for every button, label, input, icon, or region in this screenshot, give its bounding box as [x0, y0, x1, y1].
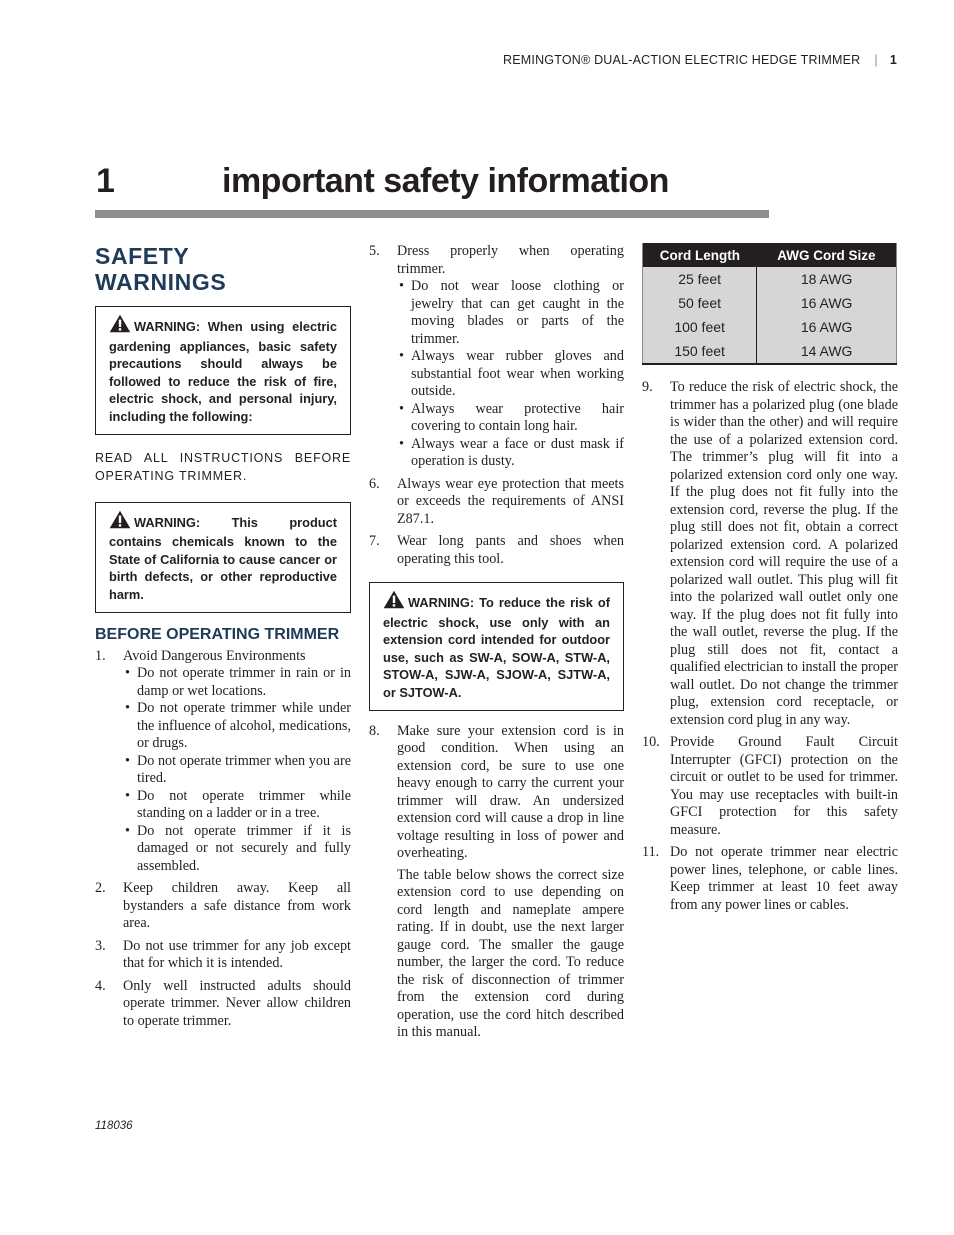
item-text: Do not operate trimmer near electric power lines, telephone, or cable lines. Keep trimmer at least 10 feet away from any power lines or cables. [670, 844, 898, 913]
bullet: • [399, 278, 404, 294]
sub-list [397, 278, 624, 471]
column-1 [95, 243, 351, 1035]
bullet: • [125, 700, 130, 717]
table-row [643, 291, 897, 315]
bullet-text: Always wear a face or dust mask if operation is dusty. [411, 435, 624, 469]
item-paragraph: The table below shows the correct size extension cord to use depending on cord length and nameplate ampere rating. If in doubt, use the next larger gauge cord. The smaller the gauge number, the larger the cord. To reduce the risk of disconnection of trimmer from the extension cord during operation, use the cord hitch described in this manual. [397, 866, 624, 1041]
item-text: Provide Ground Fault Circuit Interrupter (GFCI) protection on the circuit or outlet to be used for trimmer. You may use receptacles with built-in GFCI protection for this safety measure. [670, 734, 898, 838]
table-cell: 150 feet [643, 339, 757, 364]
before-operating-list-part2 [369, 243, 624, 568]
running-header [503, 53, 897, 67]
bullet-text: Do not operate trimmer while under the influence of alcohol, medications, or drugs. [137, 700, 351, 752]
table-row [643, 267, 897, 291]
item-number: 7. [369, 533, 380, 549]
warning-triangle-icon [109, 510, 131, 534]
list-item [369, 243, 624, 471]
list-item [642, 734, 898, 839]
table-cell: 16 AWG [757, 291, 897, 315]
table-cell: 14 AWG [757, 339, 897, 364]
bullet: • [399, 348, 404, 364]
sub-list-item [125, 665, 351, 700]
bullet-text: Do not operate trimmer while standing on a ladder or in a tree. [137, 787, 351, 822]
item-number: 8. [369, 722, 380, 739]
before-operating-list-part3 [369, 723, 624, 1042]
list-item [369, 533, 624, 568]
bullet: • [399, 435, 404, 452]
before-operating-list-part1 [95, 648, 351, 1031]
cord-size-table [642, 243, 897, 365]
warning-box-general [95, 306, 351, 435]
table-cell: 50 feet [643, 291, 757, 315]
table-cell: 25 feet [643, 267, 757, 291]
sub-list [123, 665, 351, 875]
running-title: REMINGTON® DUAL-ACTION ELECTRIC HEDGE TRIMMER [503, 53, 861, 67]
item-number: 11. [642, 844, 660, 860]
column-header: Cord Length [643, 243, 757, 267]
header-separator: | [874, 53, 878, 67]
list-item [95, 978, 351, 1031]
sub-list-item [399, 435, 624, 471]
item-number: 6. [369, 475, 380, 492]
warning-text-general: WARNING: When using electric gardening appliances, basic safety precautions should always be followed to reduce the risk of fire, electric shock, and personal injury, including the following: [109, 319, 337, 424]
warning-triangle-icon [109, 314, 131, 338]
before-operating-heading: BEFORE OPERATING TRIMMER [95, 625, 340, 643]
document-number: 118036 [95, 1120, 133, 1132]
read-all-notice: READ ALL INSTRUCTIONS BEFORE OPERATING TRIMMER. [95, 450, 351, 483]
sub-list-item [125, 787, 351, 823]
heading-line-1: SAFETY [95, 243, 190, 269]
warning-text-california: WARNING: This product contains chemicals known to the State of California to cause cancer or birth defects, or other reproductive harm. [109, 514, 337, 602]
list-item [642, 844, 898, 914]
table-row [643, 339, 897, 364]
sub-list-item [125, 752, 351, 788]
bullet-text: Always wear protective hair covering to contain long hair. [411, 400, 624, 434]
list-item [95, 648, 351, 876]
list-item [642, 379, 898, 729]
bullet: • [125, 665, 130, 682]
item-text: To reduce the risk of electric shock, the trimmer has a polarized plug (one blade is wider than the other) and will require the use of a polarized extension cord. The trimmer’s plug will fit into a polarized extension cord only one way. If the plug does not fit fully into the extension cord, reverse the plug. If the plug still does not fit, obtain a correct polarized extension cord. A polarized extension cord will require the use of a polarized wall outlet. This plug will fit into the polarized wall outlet only one way. If the plug does not fit fully into the wall outlet, reverse the plug. If the plug still does not fit, contact a qualified electrician to install the proper wall outlet. Do not change the trimmer plug, extension cord receptacle, or extension cord plug in any way. [670, 379, 898, 728]
safety-warnings-heading [95, 243, 351, 295]
sub-list-item [399, 278, 624, 348]
sub-list-item [125, 822, 351, 876]
page-number: 1 [889, 53, 897, 67]
column-3 [642, 243, 898, 919]
bullet: • [399, 400, 404, 417]
chapter-rule [95, 210, 769, 218]
table-row [643, 315, 897, 339]
column-header: AWG Cord Size [757, 243, 897, 267]
warning-triangle-icon [383, 590, 405, 614]
list-item [95, 938, 351, 973]
item-number: 5. [369, 243, 380, 259]
item-text: Only well instructed adults should operate trimmer. Never allow children to operate trimmer. [123, 977, 351, 1029]
item-text: Avoid Dangerous Environments [123, 647, 306, 664]
item-text: Always wear eye protection that meets or exceeds the requirements of ANSI Z87.1. [397, 475, 624, 527]
item-text: Dress properly when operating trimmer. [397, 243, 624, 277]
list-item [95, 880, 351, 933]
table-cell: 16 AWG [757, 315, 897, 339]
item-number: 4. [95, 977, 106, 994]
table-cell: 18 AWG [757, 267, 897, 291]
warning-box-california [95, 502, 351, 613]
sub-list-item [399, 348, 624, 401]
list-item [369, 723, 624, 1042]
bullet-text: Do not wear loose clothing or jewelry that can get caught in the moving blades or parts of the trimmer. [411, 278, 624, 347]
item-number: 10. [642, 734, 660, 750]
column-2 [369, 243, 624, 1047]
bullet-text: Always wear rubber gloves and substantial foot wear when working outside. [411, 348, 624, 399]
item-number: 1. [95, 647, 106, 664]
item-text: Do not use trimmer for any job except that for which it is intended. [123, 937, 351, 972]
bullet-text: Do not operate trimmer if it is damaged or not securely and fully assembled. [137, 822, 351, 874]
item-number: 9. [642, 379, 653, 395]
item-number: 3. [95, 937, 106, 954]
table-cell: 100 feet [643, 315, 757, 339]
bullet-text: Do not operate trimmer when you are tired. [137, 752, 351, 787]
warning-box-extension-cord [369, 582, 624, 711]
before-operating-list-part4 [642, 379, 898, 914]
warning-text-extension-cord: WARNING: To reduce the risk of electric shock, use only with an extension cord intended for outdoor use, such as SW-A, SOW-A, STW-A, STOW-A, SJW-A, SJOW-A, SJTW-A, or SJTOW-A. [383, 595, 610, 700]
chapter-title: important safety information [222, 162, 669, 200]
bullet: • [125, 752, 130, 769]
item-number: 2. [95, 880, 106, 897]
item-text: Keep children away. Keep all bystanders a safe distance from work area. [123, 880, 351, 932]
heading-line-2: WARNINGS [95, 269, 227, 295]
item-text: Make sure your extension cord is in good condition. When using an extension cord, be sure to use one heavy enough to carry the current your trimmer will draw. An undersized extension cord will cause a drop in line voltage resulting in loss of power and overheating. [397, 722, 624, 862]
sub-list-item [399, 400, 624, 436]
chapter-number: 1 [96, 162, 115, 200]
bullet: • [125, 822, 130, 839]
item-text: Wear long pants and shoes when operating this tool. [397, 533, 624, 567]
bullet: • [125, 787, 130, 804]
bullet-text: Do not operate trimmer in rain or in damp or wet locations. [137, 665, 351, 699]
list-item [369, 476, 624, 529]
sub-list-item [125, 700, 351, 753]
table-header-row [643, 243, 897, 267]
